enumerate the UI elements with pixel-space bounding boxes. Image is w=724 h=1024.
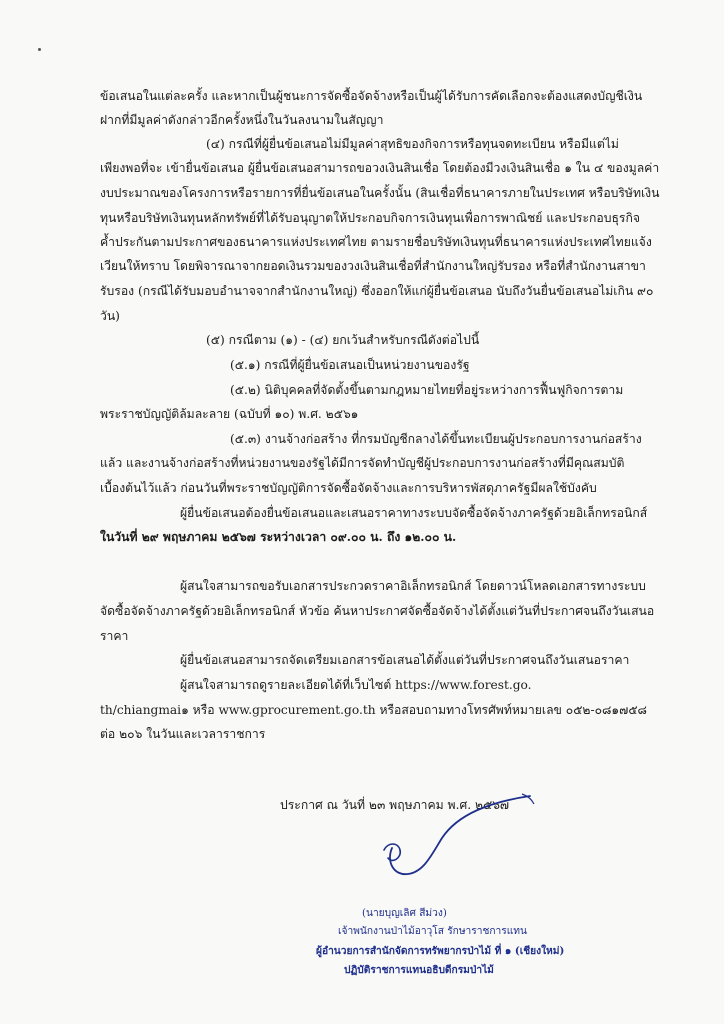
signatory-title-1: เจ้าพนักงานป่าไม้อาวุโส รักษาราชการแทน xyxy=(338,926,527,937)
submission-line: ผู้ยื่นข้อเสนอต้องยื่นข้อเสนอและเสนอราคาทางระบบจัดซื้อจัดจ้างภาครัฐด้วยอิเล็กทรอนิกส์ xyxy=(180,506,648,520)
body-line-5: งบประมาณของโครงการหรือรายการที่ยื่นข้อเสนอในครั้งนั้น (สินเชื่อที่ธนาคารภายในประเทศ หรือบริษัทเงิน xyxy=(100,186,660,200)
signatory-name: (นายบุญเลิศ สีม่วง) xyxy=(362,908,447,919)
body-line-10: วัน) xyxy=(100,309,120,323)
office-hours-line: ต่อ ๒๐๖ ในวันและเวลาราชการ xyxy=(100,727,266,741)
body-line-2: ฝากที่มีมูลค่าดังกล่าวอีกครั้งหนึ่งในวันลงนามในสัญญา xyxy=(100,113,384,127)
submission-date-line: ในวันที่ ๒๙ พฤษภาคม ๒๕๖๗ ระหว่างเวลา ๐๙.๐๐ น. ถึง ๑๒.๐๐ น. xyxy=(100,530,457,544)
scan-speck xyxy=(38,48,41,51)
contact-line: th/chiangmai๑ หรือ www.gprocurement.go.th หรือสอบถามทางโทรศัพท์หมายเลข ๐๕๒-๐๘๑๗๕๘ xyxy=(100,703,647,717)
signature xyxy=(362,790,542,900)
clause-5-heading: (๕) กรณีตาม (๑) - (๔) ยกเว้นสำหรับกรณีดังต่อไปนี้ xyxy=(206,333,480,347)
docs-line-2: จัดซื้อจัดจ้างภาครัฐด้วยอิเล็กทรอนิกส์ หัวข้อ ค้นหาประกาศจัดซื้อจัดจ้างได้ตั้งแต่วันที่ประกาศจนถึงวันเสนอ xyxy=(100,604,655,618)
signatory-title-3: ปฏิบัติราชการแทนอธิบดีกรมป่าไม้ xyxy=(344,964,494,976)
body-line-1: ข้อเสนอในแต่ละครั้ง และหากเป็นผู้ชนะการจัดซื้อจัดจ้างหรือเป็นผู้ได้รับการคัดเลือกจะต้องแสดงบัญชีเงิน xyxy=(100,89,643,103)
body-line-7: ค้ำประกันตามประกาศของธนาคารแห่งประเทศไทย ตามรายชื่อบริษัทเงินทุนที่ธนาคารแห่งประเทศไทยแจ้ง xyxy=(100,235,652,249)
website-line: ผู้สนใจสามารถดูรายละเอียดได้ที่เว็บไซต์ https://www.forest.go. xyxy=(180,678,532,692)
docs-line-1: ผู้สนใจสามารถขอรับเอกสารประกวดราคาอิเล็กทรอนิกส์ โดยดาวน์โหลดเอกสารทางระบบ xyxy=(180,579,646,593)
body-line-9: รับรอง (กรณีได้รับมอบอำนาจจากสำนักงานใหญ่) ซึ่งออกให้แก่ผู้ยื่นข้อเสนอ นับถึงวันยื่นข้อเสนอไม่เกิน ๙๐ xyxy=(100,284,654,298)
docs-line-3: ราคา xyxy=(100,629,129,643)
body-line-6: ทุนหรือบริษัทเงินทุนหลักทรัพย์ที่ได้รับอนุญาตให้ประกอบกิจการเงินทุนเพื่อการพาณิชย์ และประกอบธุรกิจ xyxy=(100,211,640,225)
body-line-17: เบื้องต้นไว้แล้ว ก่อนวันที่พระราชบัญญัติการจัดซื้อจัดจ้างและการบริหารพัสดุภาครัฐมีผลใช้บังคับ xyxy=(100,481,597,495)
body-line-14: พระราชบัญญัติล้มละลาย (ฉบับที่ ๑๐) พ.ศ. ๒๕๖๑ xyxy=(100,407,359,421)
clause-4-heading: (๔) กรณีที่ผู้ยื่นข้อเสนอไม่มีมูลค่าสุทธิของกิจการหรือทุนจดทะเบียน หรือมีแต่ไม่ xyxy=(206,137,619,151)
clause-5-1: (๕.๑) กรณีที่ผู้ยื่นข้อเสนอเป็นหน่วยงานของรัฐ xyxy=(230,358,470,372)
signatory-title-2: ผู้อำนวยการสำนักจัดการทรัพยากรป่าไม้ ที่ ๑ (เชียงใหม่) xyxy=(316,945,565,957)
announcement-date: ประกาศ ณ วันที่ ๒๓ พฤษภาคม พ.ศ. ๒๕๖๗ xyxy=(280,798,510,812)
body-line-16: แล้ว และงานจ้างก่อสร้างที่หน่วยงานของรัฐได้มีการจัดทำบัญชีผู้ประกอบการงานก่อสร้างที่มีคุณสมบัติ xyxy=(100,456,625,470)
clause-5-3: (๕.๓) งานจ้างก่อสร้าง ที่กรมบัญชีกลางได้ขึ้นทะเบียนผู้ประกอบการงานก่อสร้าง xyxy=(230,432,642,446)
clause-5-2: (๕.๒) นิติบุคคลที่จัดตั้งขึ้นตามกฎหมายไทยที่อยู่ระหว่างการฟื้นฟูกิจการตาม xyxy=(230,383,624,397)
body-line-4: เพียงพอที่จะ เข้ายื่นข้อเสนอ ผู้ยื่นข้อเสนอสามารถขอวงเงินสินเชื่อ โดยต้องมีวงเงินสินเชื่อ ๑ ใน ๔ ของมูลค่า xyxy=(100,161,660,175)
prep-line: ผู้ยื่นข้อเสนอสามารถจัดเตรียมเอกสารข้อเสนอได้ตั้งแต่วันที่ประกาศจนถึงวันเสนอราคา xyxy=(180,653,630,667)
body-line-8: เวียนให้ทราบ โดยพิจารณาจากยอดเงินรวมของวงเงินสินเชื่อที่สำนักงานใหญ่รับรอง หรือที่สำนักงานสาขา xyxy=(100,259,646,273)
